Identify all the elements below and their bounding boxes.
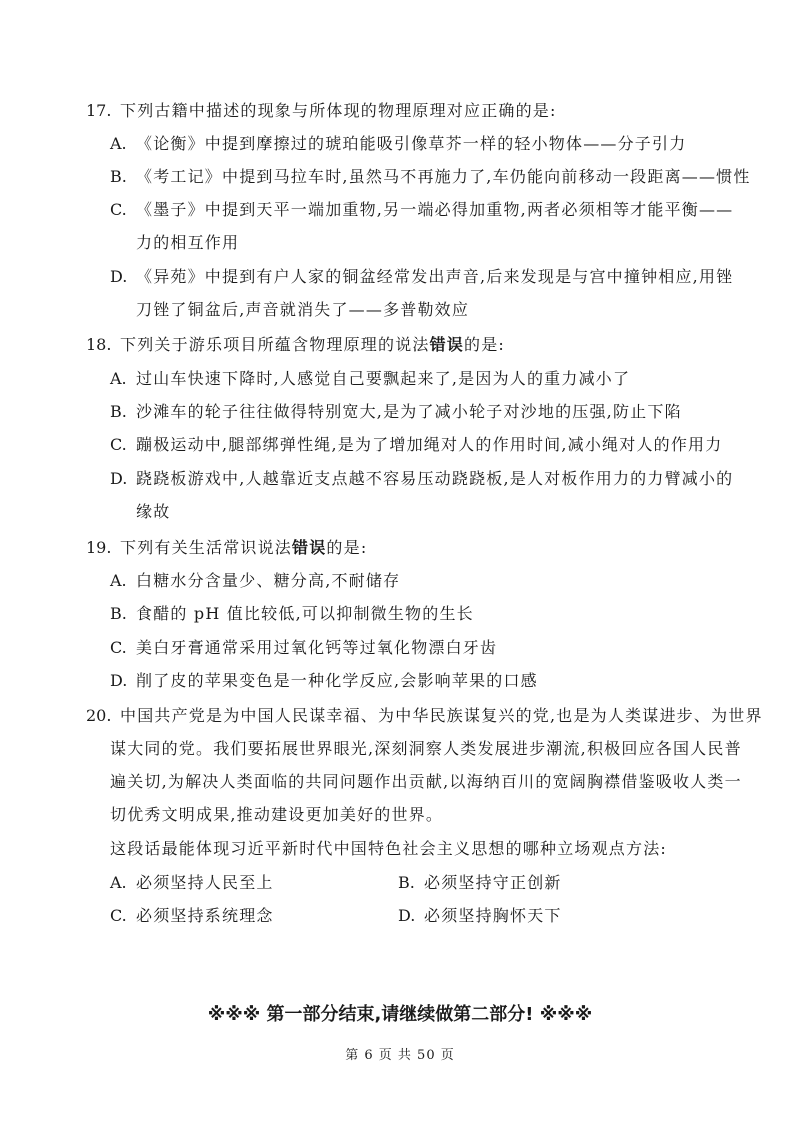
q18-number: 18. (86, 335, 112, 354)
q20-option-b-text: 必须坚持守正创新 (424, 873, 562, 892)
q19-option-d-text: 削了皮的苹果变色是一种化学反应,会影响苹果的口感 (136, 671, 538, 690)
q18-option-b-label: B. (110, 402, 127, 421)
q20-option-a (110, 872, 274, 894)
q20-option-c (110, 905, 274, 927)
q18-option-c (110, 434, 722, 456)
q18-option-d-label: D. (110, 469, 128, 488)
q18-option-d (110, 468, 733, 490)
q18-stem-pre: 下列关于游乐项目所蕴含物理原理的说法 (120, 335, 430, 354)
q18-option-a-label: A. (110, 369, 127, 388)
q17-stem-text: 下列古籍中描述的现象与所体现的物理原理对应正确的是: (120, 101, 557, 120)
q19-number: 19. (86, 538, 112, 557)
q20-para-2: 谋大同的党。我们要拓展世界眼光,深刻洞察人类发展进步潮流,积极回应各国人民普 (110, 739, 742, 758)
q18-option-c-text: 蹦极运动中,腿部绑弹性绳,是为了增加绳对人的作用时间,减小绳对人的作用力 (136, 435, 723, 454)
q17-stem (86, 100, 557, 122)
q17-option-c-label: C. (110, 200, 127, 219)
q19-option-c (110, 637, 497, 659)
q20-number: 20. (86, 706, 112, 725)
q17-option-d (110, 266, 733, 288)
page-number-footer: 第 6 页 共 50 页 (345, 1048, 455, 1063)
q19-option-d (110, 670, 538, 692)
q19-stem-post: 的是: (326, 538, 368, 557)
q19-stem-pre: 下列有关生活常识说法 (120, 538, 293, 557)
q19-option-b-label: B. (110, 604, 127, 623)
q20-option-a-label: A. (110, 873, 127, 892)
q20-option-c-text: 必须坚持系统理念 (136, 906, 274, 925)
q20-option-c-label: C. (110, 906, 127, 925)
q19-option-d-label: D. (110, 671, 128, 690)
q20-option-d-label: D. (398, 906, 416, 925)
q18-stem (86, 334, 505, 356)
q20-para-4: 切优秀文明成果,推动建设更加美好的世界。 (110, 805, 444, 824)
q18-option-c-label: C. (110, 435, 127, 454)
q20-para-1: 中国共产党是为中国人民谋幸福、为中华民族谋复兴的党,也是为人类谋进步、为世界 (120, 706, 763, 725)
q18-option-a (110, 368, 630, 390)
q17-option-a (110, 133, 686, 155)
q19-stem-emphasis: 错误 (292, 538, 327, 557)
q18-option-d-text-1: 跷跷板游戏中,人越靠近支点越不容易压动跷跷板,是人对板作用力的力臂减小的 (136, 469, 734, 488)
q17-option-b (110, 166, 751, 188)
q17-option-c-text-2: 力的相互作用 (136, 233, 240, 252)
q19-option-b-text: 食醋的 pH 值比较低,可以抑制微生物的生长 (136, 604, 474, 623)
q20-para-3: 遍关切,为解决人类面临的共同问题作出贡献,以海纳百川的宽阔胸襟借鉴吸收人类一 (110, 772, 742, 791)
q20-option-d-text: 必须坚持胸怀天下 (424, 906, 562, 925)
q18-option-a-text: 过山车快速下降时,人感觉自己要飘起来了,是因为人的重力减小了 (136, 369, 631, 388)
q17-option-a-label: A. (110, 134, 127, 153)
section-end-notice: ※※※ 第一部分结束,请继续做第二部分! ※※※ (207, 1004, 593, 1025)
q17-option-b-label: B. (110, 167, 127, 186)
q20-question: 这段话最能体现习近平新时代中国特色社会主义思想的哪种立场观点方法: (110, 839, 667, 858)
q18-option-b-text: 沙滩车的轮子往往做得特别宽大,是为了减小轮子对沙地的压强,防止下陷 (136, 402, 682, 421)
q19-option-a (110, 570, 400, 592)
q19-option-b (110, 603, 474, 625)
q20-option-b-label: B. (398, 873, 415, 892)
q17-option-d-text-1: 《异苑》中提到有户人家的铜盆经常发出声音,后来发现是与宫中撞钟相应,用锉 (136, 267, 734, 286)
q18-stem-emphasis: 错误 (429, 335, 465, 354)
q20-option-b (398, 872, 562, 894)
q17-option-d-label: D. (110, 267, 128, 286)
q17-option-d-text-2: 刀锉了铜盆后,声音就消失了——多普勒效应 (136, 300, 470, 319)
q20-option-a-text: 必须坚持人民至上 (136, 873, 274, 892)
q18-option-d-text-2: 缘故 (136, 502, 171, 521)
q19-stem (86, 537, 367, 559)
q17-option-a-text: 《论衡》中提到摩擦过的琥珀能吸引像草芥一样的轻小物体——分子引力 (136, 134, 687, 153)
q17-option-c (110, 199, 733, 221)
q20-option-d (398, 905, 562, 927)
q19-option-c-text: 美白牙膏通常采用过氧化钙等过氧化物漂白牙齿 (136, 638, 498, 657)
q17-option-b-text: 《考工记》中提到马拉车时,虽然马不再施力了,车仍能向前移动一段距离——惯性 (136, 167, 751, 186)
q18-option-b (110, 401, 682, 423)
q18-stem-post: 的是: (464, 335, 506, 354)
q17-option-c-text-1: 《墨子》中提到天平一端加重物,另一端必得加重物,两者必须相等才能平衡—— (136, 200, 734, 219)
q17-number: 17. (86, 101, 112, 120)
q19-option-a-text: 白糖水分含量少、糖分高,不耐储存 (136, 571, 401, 590)
q19-option-c-label: C. (110, 638, 127, 657)
q19-option-a-label: A. (110, 571, 127, 590)
q20-paragraph-line-1 (86, 705, 763, 727)
